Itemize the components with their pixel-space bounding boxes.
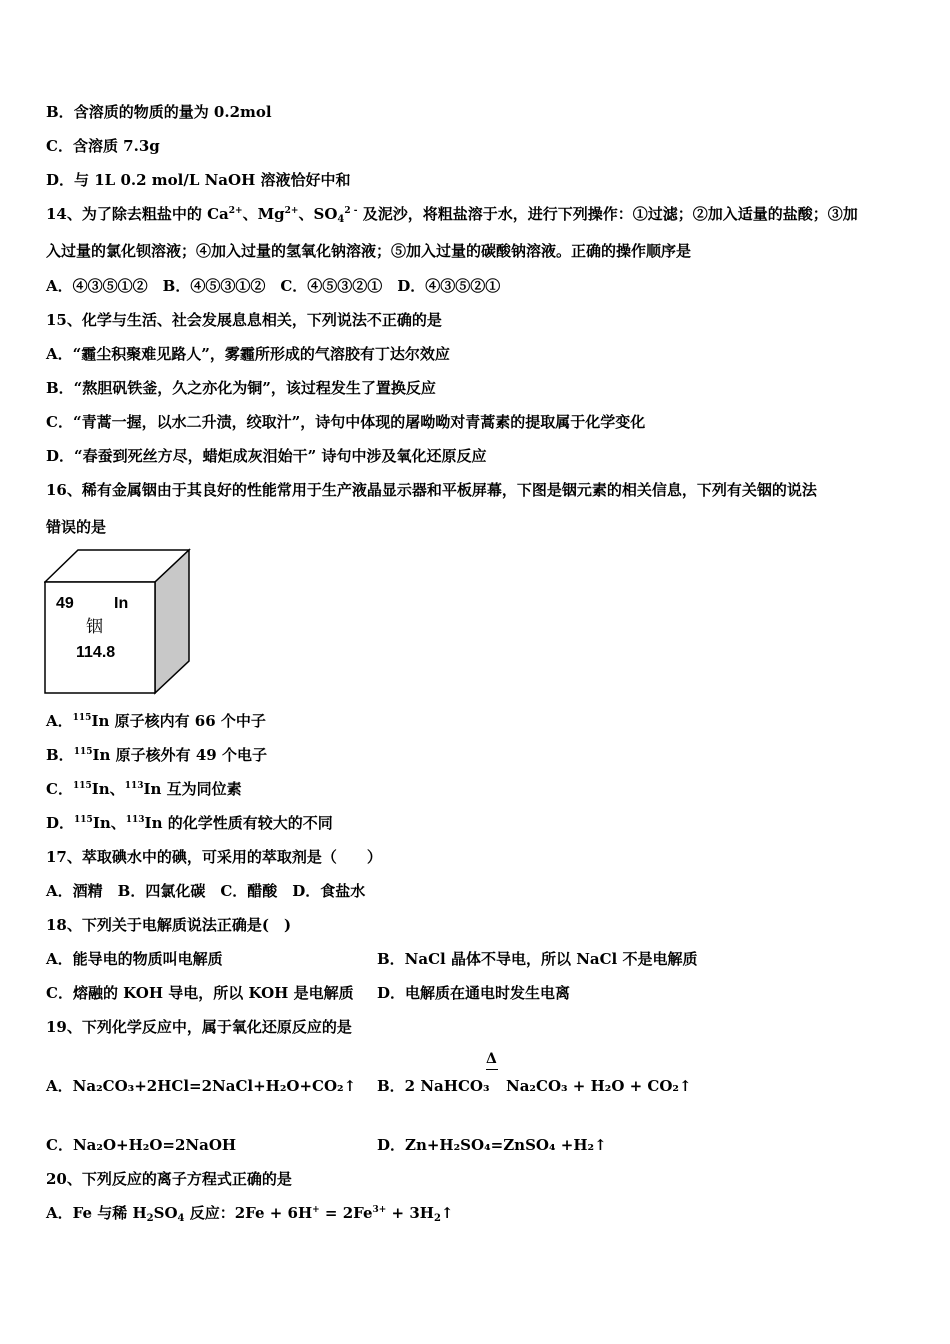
q16-option-b: B．$^{115}$In 原子核外有 49 个电子	[46, 746, 267, 764]
q20-stem: 20、下列反应的离子方程式正确的是	[46, 1170, 292, 1188]
q19-option-b-reactants: B．2 NaHCO₃	[377, 1077, 490, 1095]
element-atomic-number: 49	[56, 595, 74, 612]
q14-options: A．④③⑤①② B．④⑤③①② C．④⑤③②① D．④③⑤②①	[46, 277, 501, 295]
q15-option-d: D．“春蚕到死丝方尽，蜡炬成灰泪始干” 诗句中涉及氧化还原反应	[46, 447, 487, 465]
q19-option-d: D．Zn+H₂SO₄=ZnSO₄ +H₂↑	[377, 1136, 607, 1154]
q19-option-a: A．Na₂CO₃+2HCl=2NaCl+H₂O+CO₂↑	[46, 1077, 357, 1095]
q15-option-a: A．“霾尘积聚难见路人”，雾霾所形成的气溶胶有丁达尔效应	[46, 345, 450, 363]
indium-element-card	[44, 548, 192, 696]
q18-option-a: A．能导电的物质叫电解质	[46, 950, 223, 968]
q16-stem-line1: 16、稀有金属铟由于其良好的性能常用于生产液晶显示器和平板屏幕，下图是铟元素的相关信息，下列有关铟的说法	[46, 481, 817, 499]
element-symbol: In	[114, 595, 129, 612]
q13-option-d: D．与 1L 0.2 mol/L NaOH 溶液恰好中和	[46, 171, 351, 189]
heat-condition-symbol: Δ	[486, 1051, 497, 1067]
q18-option-c: C．熔融的 KOH 导电，所以 KOH 是电解质	[46, 984, 354, 1002]
q16-option-a: A．$^{115}$In 原子核内有 66 个中子	[46, 712, 266, 730]
q19-option-c: C．Na₂O+H₂O=2NaOH	[46, 1136, 237, 1154]
q14-stem-line1: 14、为了除去粗盐中的 $Ca^{2+}$、$Mg^{2+}$、$SO_4^{2 -}$ 及泥沙，将粗盐溶于水，进行下列操作：①过滤；②加入适量的盐酸；③加	[46, 205, 858, 225]
q17-stem: 17、萃取碘水中的碘，可采用的萃取剂是（ ）	[46, 848, 382, 866]
q18-option-d: D．电解质在通电时发生电离	[377, 984, 571, 1002]
q20-option-a: A．Fe 与稀 $H_2SO_4$ 反应：$2Fe + 6H^+ = 2Fe^{3+}$ + $3H_2↑$	[46, 1204, 454, 1224]
q18-option-b: B．NaCl 晶体不导电，所以 NaCl 不是电解质	[377, 950, 698, 968]
q14-stem-line2: 入过量的氯化钡溶液；④加入过量的氢氧化钠溶液；⑤加入过量的碳酸钠溶液。正确的操作顺序是	[46, 242, 692, 260]
reaction-arrow-line	[486, 1069, 498, 1070]
q16-option-c: C．$^{115}$In、$^{113}$In 互为同位素	[46, 780, 242, 798]
q15-option-b: B．“熬胆矾铁釜，久之亦化为铜”，该过程发生了置换反应	[46, 379, 436, 397]
q13-option-c: C．含溶质 7.3g	[46, 137, 160, 155]
element-atomic-mass: 114.8	[76, 644, 116, 661]
q16-stem-line2: 错误的是	[46, 518, 107, 536]
q13-option-b: B．含溶质的物质的量为 0.2mol	[46, 103, 272, 121]
q18-stem: 18、下列关于电解质说法正确是( )	[46, 916, 292, 934]
q15-stem: 15、化学与生活、社会发展息息相关，下列说法不正确的是	[46, 311, 442, 329]
q19-option-b-products: Na₂CO₃ + H₂O + CO₂↑	[506, 1077, 692, 1095]
q17-options: A．酒精 B．四氯化碳 C．醋酸 D．食盐水	[46, 882, 366, 900]
q15-option-c: C．“青蒿一握，以水二升渍，绞取汁”，诗句中体现的屠呦呦对青蒿素的提取属于化学变化	[46, 413, 646, 431]
q19-stem: 19、下列化学反应中，属于氧化还原反应的是	[46, 1018, 352, 1036]
element-name: 铟	[86, 617, 103, 637]
q16-option-d: D．$^{115}$In、$^{113}$In 的化学性质有较大的不同	[46, 814, 333, 832]
